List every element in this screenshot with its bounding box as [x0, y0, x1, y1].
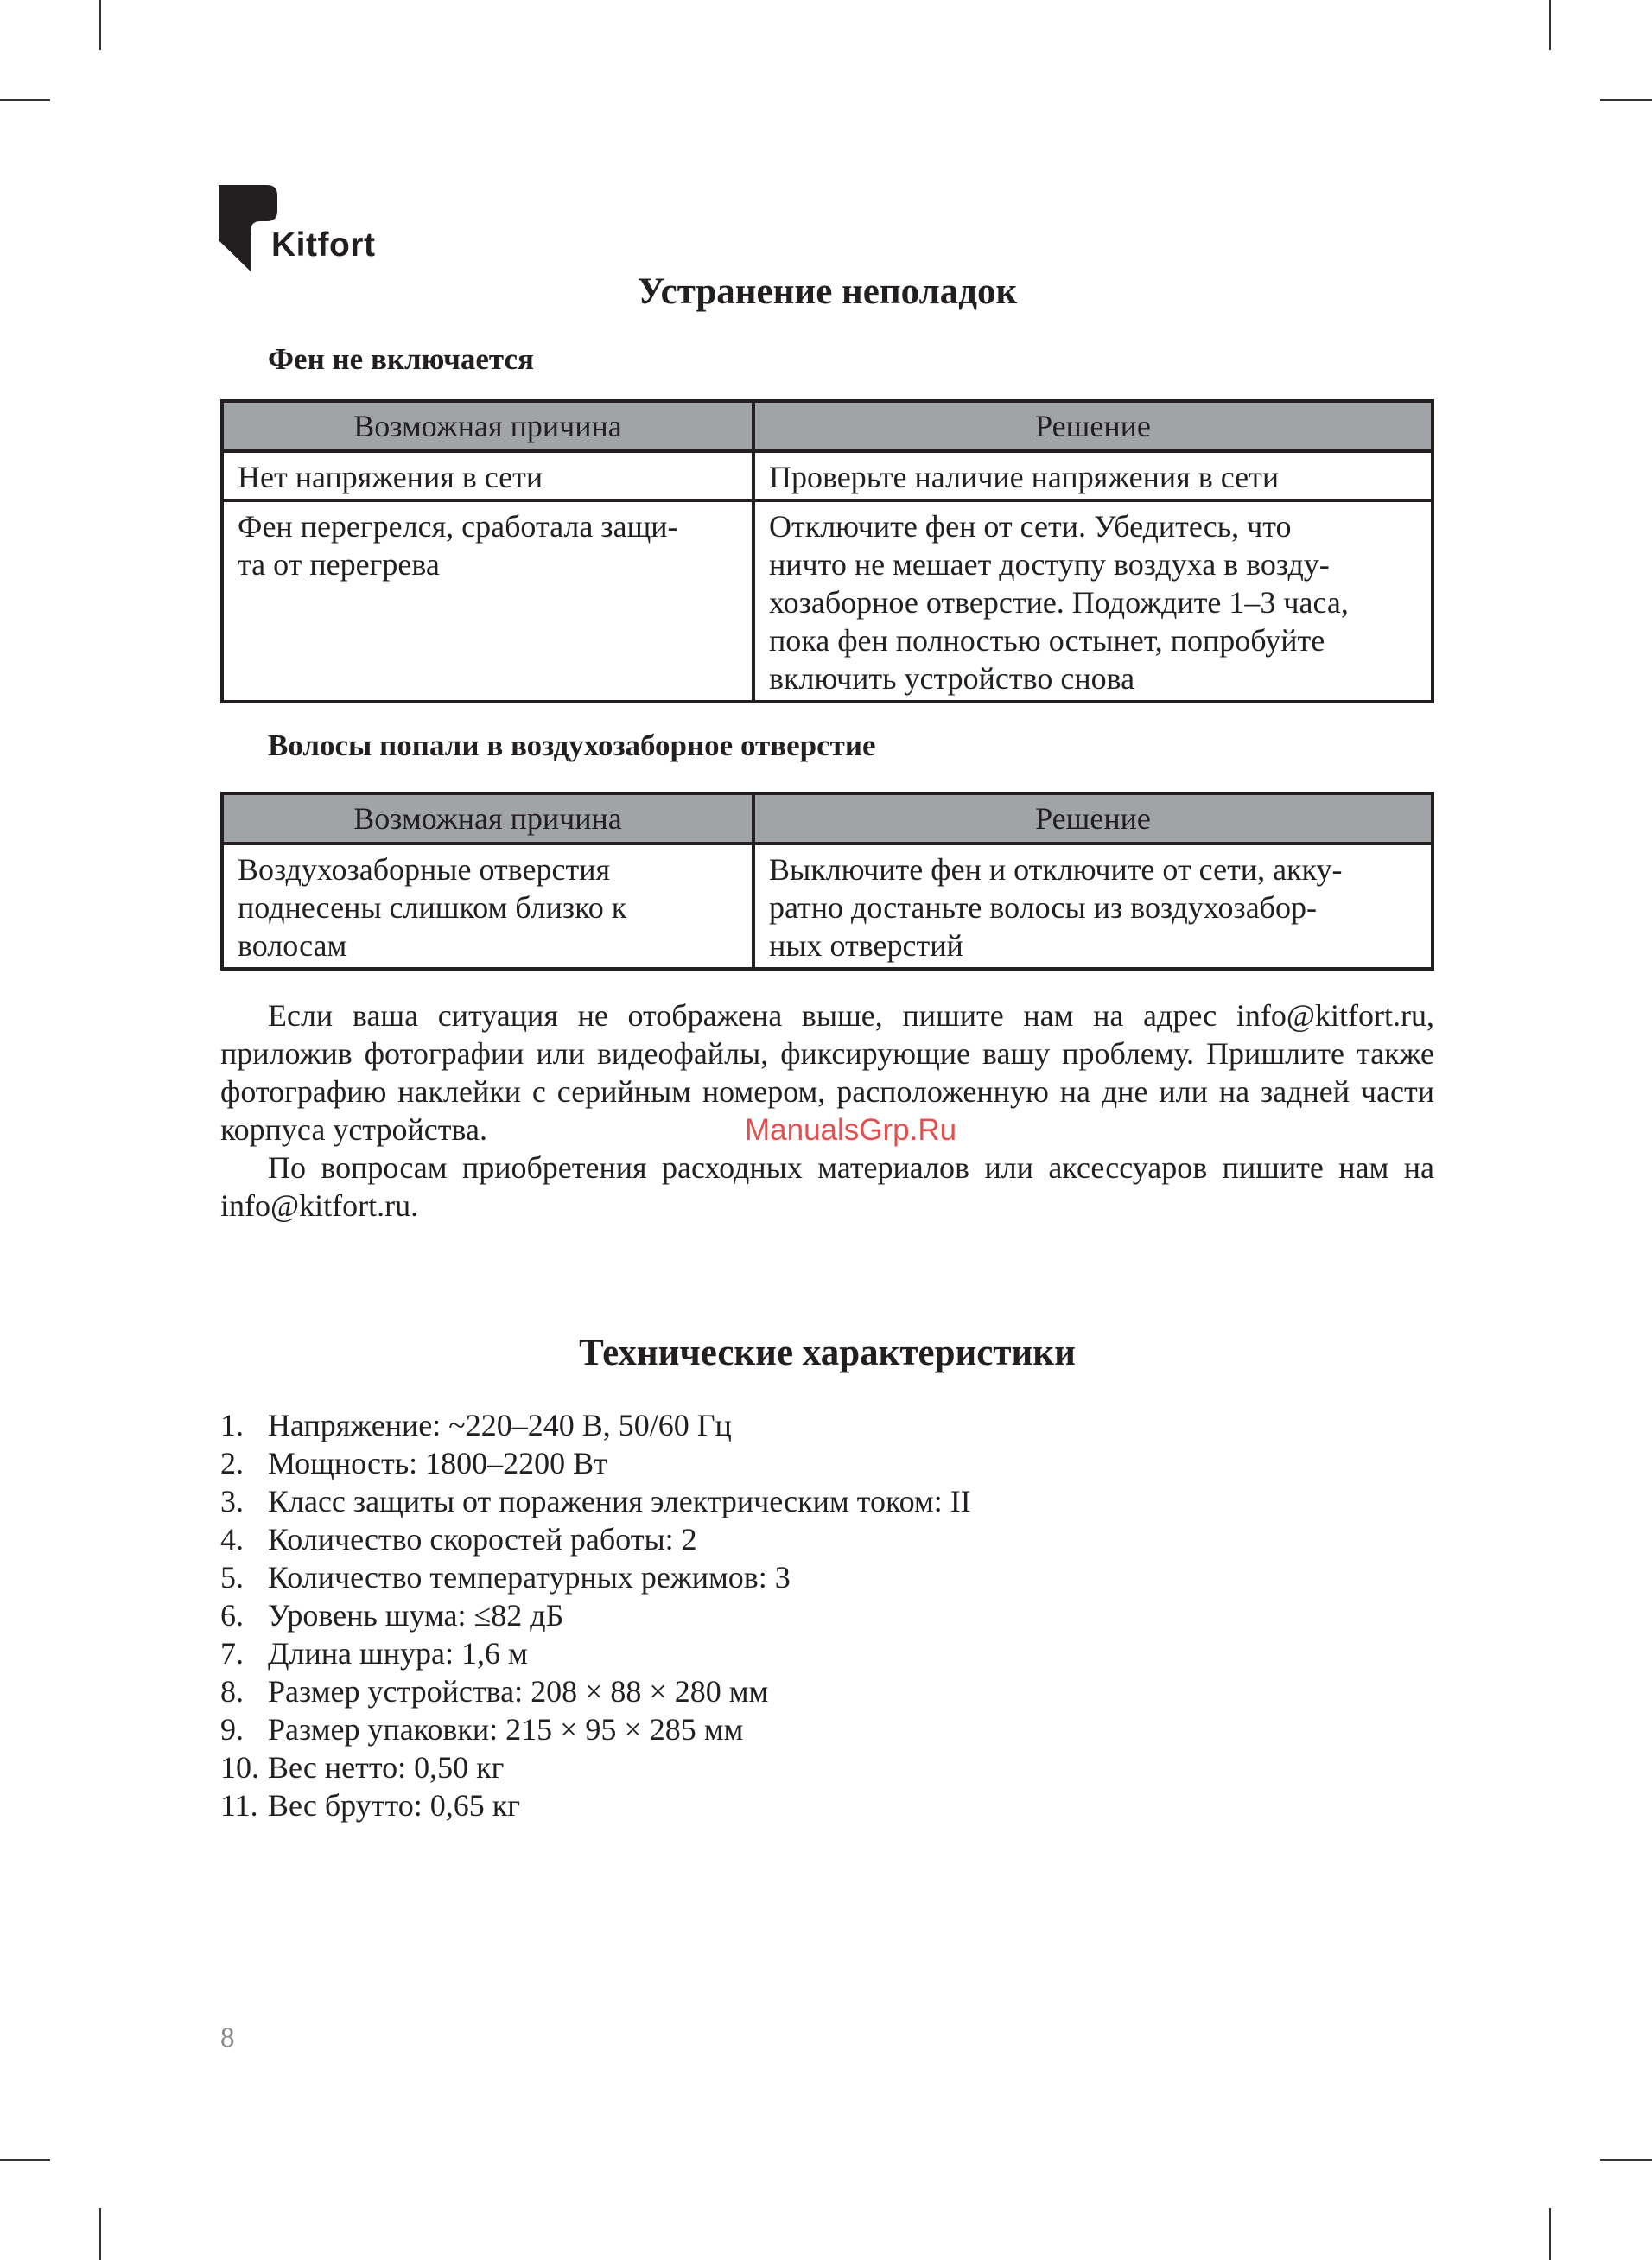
- table-header-row: [222, 401, 1433, 451]
- list-item-text: Класс защиты от поражения электрическим током: II: [268, 1484, 971, 1518]
- crop-mark-top-left-h: [0, 99, 50, 101]
- cause-cell: Воздухозаборные отверстия поднесены слишком близко к волосам: [222, 844, 753, 969]
- crop-mark-top-left-v: [99, 0, 101, 50]
- list-item-text: Размер упаковки: 215 × 95 × 285 мм: [268, 1712, 744, 1747]
- list-item: [220, 1558, 1434, 1596]
- table-header-row: [222, 793, 1433, 844]
- problem2-table: [220, 792, 1434, 971]
- crop-mark-top-right-h: [1600, 99, 1652, 101]
- cause-cell: Нет напряжения в сети: [222, 451, 753, 500]
- list-item: [220, 1444, 1434, 1482]
- list-item-text: Вес нетто: 0,50 кг: [268, 1750, 505, 1785]
- table-row: [222, 844, 1433, 969]
- column-header-cause: Возможная причина: [222, 793, 753, 844]
- list-item-number: 11.: [220, 1788, 258, 1823]
- list-item-text: Длина шнура: 1,6 м: [268, 1636, 528, 1671]
- list-item: [220, 1710, 1434, 1748]
- list-item-text: Количество скоростей работы: 2: [268, 1522, 697, 1557]
- problem2-title: Волосы попали в воздухозаборное отверстие: [268, 729, 876, 762]
- crop-mark-bottom-left-h: [0, 2159, 50, 2161]
- accessories-paragraph: По вопросам приобретения расходных материалов или аксессуаров пишите нам на info@kitfort.ru.: [220, 1150, 1434, 1223]
- crop-mark-top-right-v: [1549, 0, 1551, 50]
- brand-name: Kitfort: [271, 226, 376, 264]
- problem1-title: Фен не включается: [268, 342, 534, 376]
- list-item-number: 1.: [220, 1408, 244, 1442]
- solution-cell: Выключите фен и отключите от сети, акку- ратно достаньте волосы из воздухозабор- ных отверстий: [753, 844, 1433, 969]
- list-item-number: 10.: [220, 1750, 259, 1785]
- column-header-solution: Решение: [753, 793, 1433, 844]
- list-item-text: Размер устройства: 208 × 88 × 280 мм: [268, 1674, 769, 1709]
- spec-list: [220, 1406, 1434, 1824]
- list-item: [220, 1672, 1434, 1710]
- list-item: [220, 1634, 1434, 1672]
- crop-mark-bottom-right-h: [1600, 2159, 1652, 2161]
- list-item-text: Вес брутто: 0,65 кг: [268, 1788, 520, 1823]
- column-header-cause: Возможная причина: [222, 401, 753, 451]
- contact-paragraph: Если ваша ситуация не отображена выше, пишите нам на адрес info@kitfort.ru, приложив фотографии или видеофайлы, фиксирующие вашу проблему. Пришлите также фотографию наклейки с серийным номером, расположенную на дне или на задней части корпуса устройства.: [220, 998, 1434, 1147]
- table-row: [222, 500, 1433, 702]
- page-number: 8: [220, 2022, 235, 2053]
- list-item: [220, 1520, 1434, 1558]
- list-item-number: 3.: [220, 1484, 244, 1518]
- list-item-number: 8.: [220, 1674, 244, 1709]
- specs-title: Технические характеристики: [579, 1333, 1076, 1373]
- crop-mark-bottom-right-v: [1549, 2208, 1551, 2260]
- list-item-number: 5.: [220, 1560, 244, 1595]
- column-header-solution: Решение: [753, 401, 1433, 451]
- solution-cell: Проверьте наличие напряжения в сети: [753, 451, 1433, 500]
- list-item-number: 9.: [220, 1712, 244, 1747]
- list-item-text: Уровень шума: ≤82 дБ: [268, 1598, 564, 1633]
- page-content: [220, 259, 1434, 1824]
- list-item-number: 7.: [220, 1636, 244, 1671]
- list-item: [220, 1596, 1434, 1634]
- list-item-number: 2.: [220, 1446, 244, 1480]
- solution-cell: Отключите фен от сети. Убедитесь, что ничто не мешает доступу воздуха в возду- хозаборное отверстие. Подождите 1–3 часа, пока фен полностью остынет, попробуйте включить устройство снова: [753, 500, 1433, 702]
- watermark: ManualsGrp.Ru: [745, 1113, 957, 1147]
- list-item: [220, 1786, 1434, 1824]
- list-item-number: 4.: [220, 1522, 244, 1557]
- crop-mark-bottom-left-v: [99, 2208, 101, 2260]
- list-item-number: 6.: [220, 1598, 244, 1633]
- list-item: [220, 1406, 1434, 1444]
- list-item: [220, 1748, 1434, 1786]
- list-item-text: Напряжение: ~220–240 В, 50/60 Гц: [268, 1408, 732, 1442]
- list-item: [220, 1482, 1434, 1520]
- cause-cell: Фен перегрелся, сработала защи- та от перегрева: [222, 500, 753, 702]
- problem1-table: [220, 399, 1434, 703]
- list-item-text: Мощность: 1800–2200 Вт: [268, 1446, 607, 1480]
- troubleshooting-title: Устранение неполадок: [637, 271, 1018, 312]
- list-item-text: Количество температурных режимов: 3: [268, 1560, 791, 1595]
- table-row: [222, 451, 1433, 500]
